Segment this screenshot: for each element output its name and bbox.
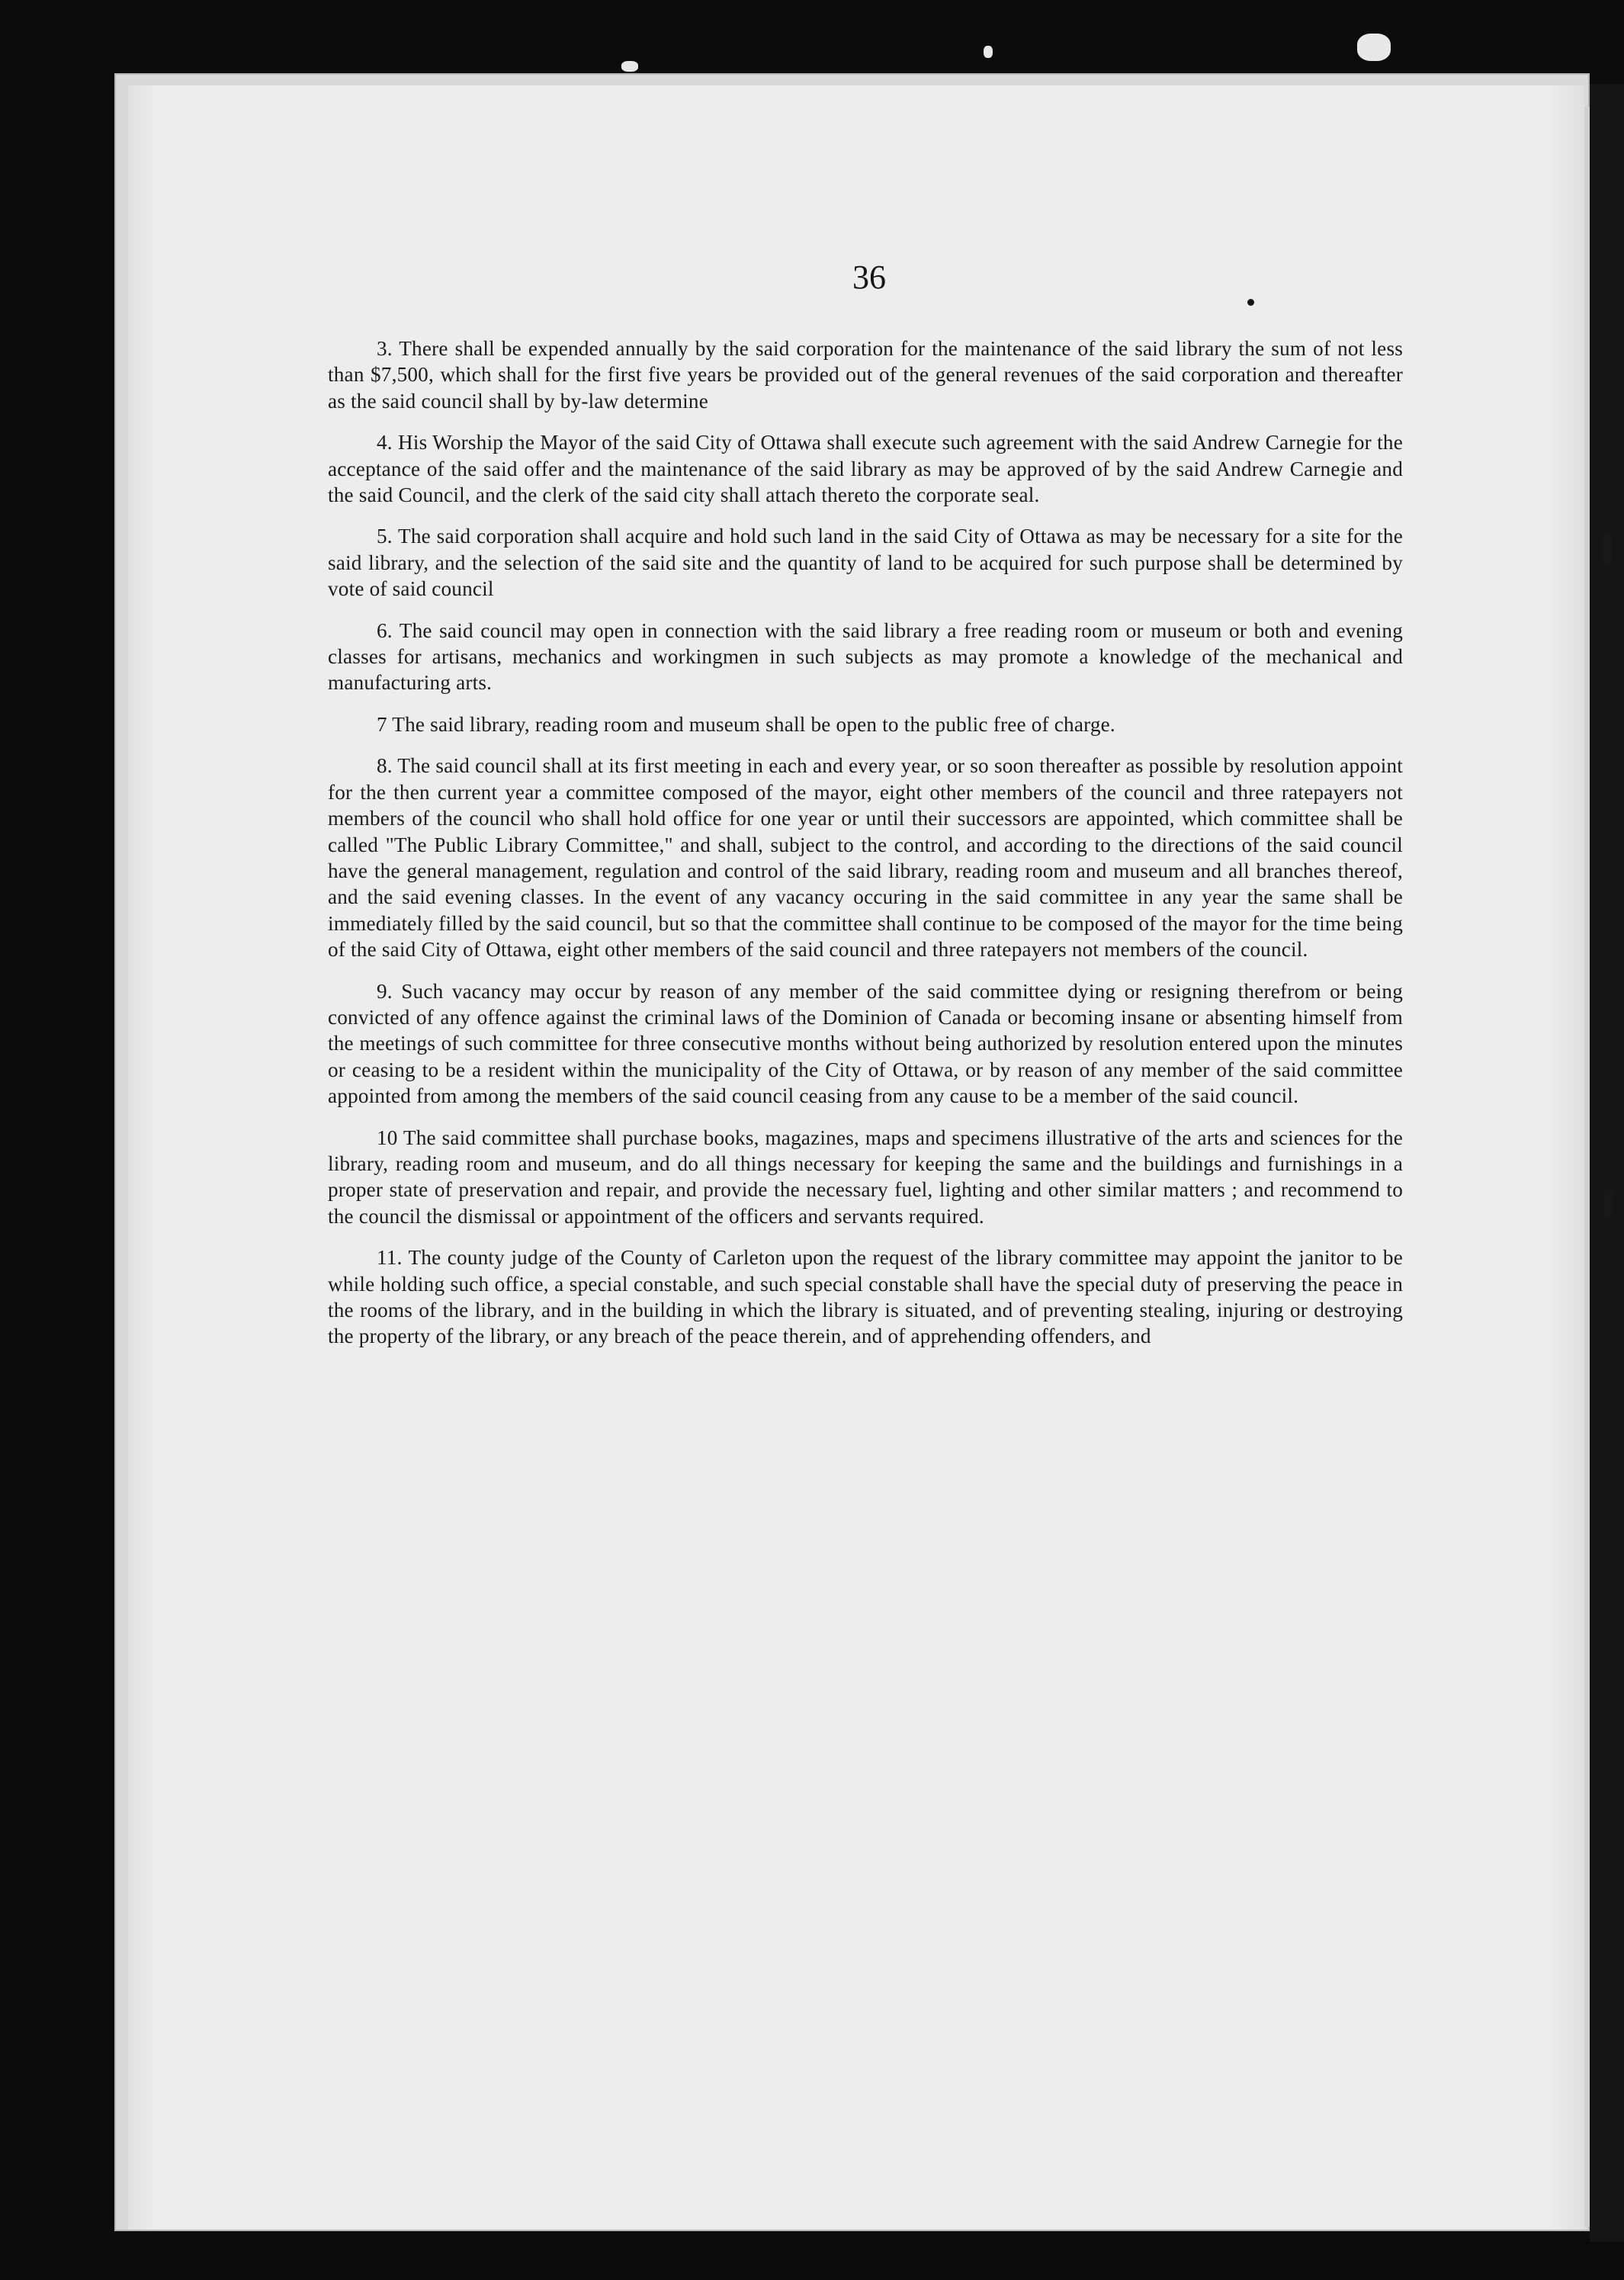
document-body <box>328 336 1403 1365</box>
binding-mark <box>1604 1190 1613 1217</box>
scan-speck <box>1357 34 1391 61</box>
paragraph-section-9: 9. Such vacancy may occur by reason of any member of the said committee dying or resigning therefrom or being convicted of any offence against the criminal laws of the Dominion of Canada or becoming insane or absenting himself from the meetings of such committee for three consecutive months without being authorized by resolution entered upon the minutes or ceasing to be a resident within the municipality of the City of Ottawa, or by reason of any member of the said committee appointed from among the members of the said council ceasing from any cause to be a member of the said council. <box>328 979 1403 1108</box>
paragraph-section-8: 8. The said council shall at its first meeting in each and every year, or so soon thereafter as possible by resolution appoint for the then current year a committee composed of the mayor, eight other members of the council and three ratepayers not members of the council who shall hold office for one year or until their successors are appointed, which committee shall be called "The Public Library Committee," and shall, subject to the control, and according to the directions of the said council have the general management, regulation and control of the said library, reading room and museum and all branches thereof, and the said evening classes. In the event of any vacancy occuring in the said committee in any year the same shall be immediately filled by the said council, but so that the committee shall continue to be composed of the mayor for the time being of the said City of Ottawa, eight other members of the said council and three ratepayers not members of the council. <box>328 754 1403 962</box>
binding-mark <box>1601 534 1612 564</box>
scan-speck <box>984 46 993 58</box>
ink-dot <box>1247 299 1254 306</box>
paragraph-section-11: 11. The county judge of the County of Carleton upon the request of the library committee may appoint the janitor to be while holding such office, a special constable, and such special constable shall have the special duty of preserving the peace in the rooms of the library, and in the building in which the library is situated, and of preventing stealing, injuring or destroying the property of the library, or any breach of the peace therein, and of apprehending offenders, and <box>328 1246 1403 1348</box>
scan-right-border <box>1590 84 1624 2242</box>
paragraph-section-7: 7 The said library, reading room and museum shall be open to the public free of charge. <box>377 712 1115 736</box>
paragraph-section-3: 3. There shall be expended annually by the said corporation for the maintenance of the said library the sum of not less than $7,500, which shall for the first five years be provided out of the general revenues of the said corporation and thereafter as the said council shall by by-law determine <box>328 337 1403 413</box>
page-number: 36 <box>852 259 886 296</box>
paragraph-section-5: 5. The said corporation shall acquire and hold such land in the said City of Ottawa as may be necessary for a site for the said library, and the selection of the said site and the quantity of land to be acquired for such purpose shall be determined by vote of said council <box>328 525 1403 601</box>
scan-speck <box>621 61 638 72</box>
paragraph-section-4: 4. His Worship the Mayor of the said City of Ottawa shall execute such agreement with the said Andrew Carnegie for the acceptance of the said offer and the maintenance of the said library as may be approved of by the said Andrew Carnegie and the said Council, and the clerk of the said city shall attach thereto the corporate seal. <box>328 431 1403 507</box>
paragraph-section-6: 6. The said council may open in connection with the said library a free reading room or museum or both and evening classes for artisans, mechanics and workingmen in such subjects as may promote a knowledge of the mechanical and manufacturing arts. <box>328 618 1403 695</box>
paragraph-section-10: 10 The said committee shall purchase books, magazines, maps and specimens illustrative of the arts and sciences for the library, reading room and museum, and do all things necessary for keeping the same and the buildings and furnishings in a proper state of preservation and repair, and provide the necessary fuel, lighting and other similar matters ; and recommend to the council the dismissal or appointment of the officers and servants required. <box>328 1126 1403 1228</box>
